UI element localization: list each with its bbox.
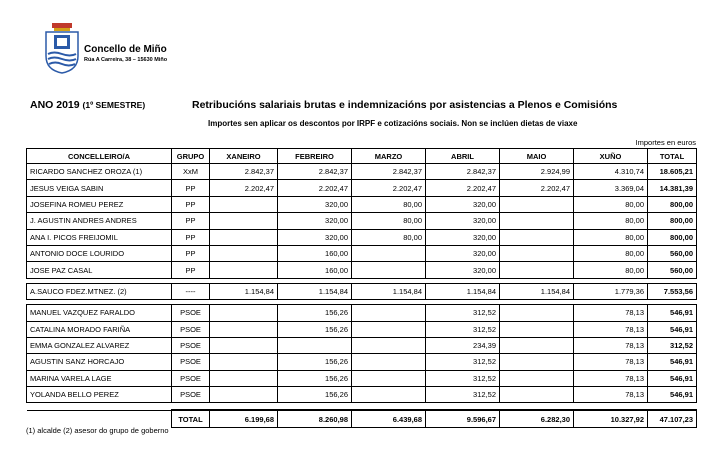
amount-cell [500,213,574,229]
amount-cell [278,337,352,353]
group-cell: PSOE [172,305,210,321]
row-total-cell: 560,00 [648,262,697,278]
spacer-cell [574,403,648,411]
footnote: (1) alcalde (2) asesor do grupo de goberno [26,426,169,435]
column-total-cell: 9.596,67 [426,410,500,427]
row-total-cell: 7.553,56 [648,283,697,299]
amount-cell [352,354,426,370]
member-name-cell: MANUEL VAZQUEZ FARALDO [27,305,172,321]
group-cell: PP [172,196,210,212]
amount-cell [500,229,574,245]
amount-cell [352,262,426,278]
year-heading [30,99,145,111]
table-row [27,387,697,403]
col-header: TOTAL [648,149,697,164]
amount-cell [500,387,574,403]
group-cell: PP [172,213,210,229]
row-total-cell: 18.605,21 [648,164,697,180]
member-name-cell: CATALINA MORADO FARIÑA [27,321,172,337]
amount-cell: 156,26 [278,354,352,370]
group-cell: XxM [172,164,210,180]
member-name-cell: RICARDO SANCHEZ OROZA (1) [27,164,172,180]
amount-cell: 78,13 [574,321,648,337]
column-total-cell: 10.327,92 [574,410,648,427]
row-total-cell: 14.381,39 [648,180,697,196]
org-name: Concello de Miño [84,44,167,55]
amount-cell: 156,26 [278,370,352,386]
table-row [27,229,697,245]
group-cell: PP [172,180,210,196]
amount-cell: 156,26 [278,305,352,321]
group-cell: PSOE [172,354,210,370]
amount-cell: 80,00 [574,196,648,212]
member-name-cell: JESUS VEIGA SABIN [27,180,172,196]
spacer-cell [500,403,574,411]
amount-cell: 320,00 [278,229,352,245]
column-total-cell: 47.107,23 [648,410,697,427]
amount-cell: 320,00 [426,196,500,212]
amount-cell: 320,00 [278,213,352,229]
col-header: MAIO [500,149,574,164]
amount-cell: 2.842,37 [426,164,500,180]
table-row [27,180,697,196]
amount-cell [210,305,278,321]
amount-cell [352,321,426,337]
amount-cell [210,354,278,370]
row-total-cell: 800,00 [648,229,697,245]
amount-cell: 3.369,04 [574,180,648,196]
col-header: ABRIL [426,149,500,164]
amount-cell [210,213,278,229]
row-total-cell: 312,52 [648,337,697,353]
amount-cell [352,245,426,261]
row-total-cell: 800,00 [648,213,697,229]
spacer-cell [172,403,210,411]
salary-table [26,148,697,428]
coat-of-arms-logo [44,22,80,74]
amount-cell [210,196,278,212]
table-row [27,354,697,370]
amount-cell: 78,13 [574,354,648,370]
member-name-cell: YOLANDA BELLO PEREZ [27,387,172,403]
amount-cell: 2.842,37 [278,164,352,180]
document-title: Retribucións salariais brutas e indemnizacións por asistencias a Plenos e Comisións [192,99,618,111]
amount-cell: 1.154,84 [352,283,426,299]
amount-cell: 320,00 [278,196,352,212]
amount-cell: 312,52 [426,387,500,403]
amount-cell [500,370,574,386]
group-cell: PSOE [172,387,210,403]
amount-cell: 2.202,47 [278,180,352,196]
amount-cell: 1.779,36 [574,283,648,299]
group-cell: PSOE [172,370,210,386]
table-row [27,283,697,299]
table-row [27,213,697,229]
amount-cell [210,370,278,386]
member-name-cell: MARINA VARELA LAGE [27,370,172,386]
amount-cell: 320,00 [426,229,500,245]
amount-cell: 80,00 [574,262,648,278]
amount-cell: 320,00 [426,213,500,229]
amount-cell [210,245,278,261]
column-total-cell: 8.260,98 [278,410,352,427]
table-row [27,164,697,180]
amount-cell [352,305,426,321]
amount-cell: 78,13 [574,370,648,386]
group-cell: PSOE [172,321,210,337]
spacer-cell [27,403,172,411]
amount-cell: 78,13 [574,387,648,403]
col-header: MARZO [352,149,426,164]
spacer-cell [648,403,697,411]
group-cell: PP [172,262,210,278]
member-name-cell: EMMA GONZALEZ ALVAREZ [27,337,172,353]
col-header: XANEIRO [210,149,278,164]
amount-cell: 1.154,84 [500,283,574,299]
amount-cell: 80,00 [574,245,648,261]
member-name-cell: ANA I. PICOS FREIJOMIL [27,229,172,245]
amount-cell: 1.154,84 [278,283,352,299]
amount-cell: 2.202,47 [352,180,426,196]
amount-cell: 80,00 [352,196,426,212]
row-total-cell: 546,91 [648,354,697,370]
amount-cell: 1.154,84 [426,283,500,299]
row-total-cell: 546,91 [648,387,697,403]
table-row [27,262,697,278]
amount-cell [210,262,278,278]
spacer-cell [278,403,352,411]
member-name-cell: A.SAUCO FDEZ.MTNEZ. (2) [27,283,172,299]
amount-cell [500,321,574,337]
amount-cell: 2.842,37 [210,164,278,180]
amount-cell: 312,52 [426,321,500,337]
amount-cell: 234,39 [426,337,500,353]
amount-cell: 2.202,47 [426,180,500,196]
column-total-cell: 6.199,68 [210,410,278,427]
amount-cell [500,305,574,321]
row-total-cell: 546,91 [648,305,697,321]
member-name-cell: ANTONIO DOCE LOURIDO [27,245,172,261]
amount-cell [500,354,574,370]
amount-cell: 160,00 [278,245,352,261]
amount-cell [500,196,574,212]
amount-cell [352,387,426,403]
group-cell: PSOE [172,337,210,353]
column-total-cell: 6.282,30 [500,410,574,427]
member-name-cell: JOSEFINA ROMEU PEREZ [27,196,172,212]
amount-cell: 78,13 [574,305,648,321]
row-total-cell: 560,00 [648,245,697,261]
amount-cell: 312,52 [426,305,500,321]
year-label: ANO 2019 [30,99,80,111]
amount-cell: 78,13 [574,337,648,353]
units-note: Importes en euros [635,138,696,147]
amount-cell [210,337,278,353]
group-cell: PP [172,229,210,245]
group-cell: ---- [172,283,210,299]
row-total-cell: 546,91 [648,321,697,337]
spacer-cell [352,403,426,411]
amount-cell [500,337,574,353]
amount-cell [210,321,278,337]
table-row [27,321,697,337]
col-header: GRUPO [172,149,210,164]
col-header: CONCELLEIRO/A [27,149,172,164]
amount-cell: 80,00 [574,229,648,245]
column-total-cell: 6.439,68 [352,410,426,427]
amount-cell: 156,26 [278,321,352,337]
member-name-cell: AGUSTIN SANZ HORCAJO [27,354,172,370]
amount-cell: 80,00 [352,229,426,245]
table-header-row [27,149,697,164]
member-name-cell: J. AGUSTIN ANDRES ANDRES [27,213,172,229]
amount-cell: 2.202,47 [500,180,574,196]
amount-cell [352,370,426,386]
amount-cell: 1.154,84 [210,283,278,299]
table-row [27,245,697,261]
amount-cell: 160,00 [278,262,352,278]
amount-cell: 312,52 [426,354,500,370]
amount-cell: 2.202,47 [210,180,278,196]
amount-cell [210,387,278,403]
amount-cell: 80,00 [574,213,648,229]
totals-blank-cell [27,410,172,427]
amount-cell: 80,00 [352,213,426,229]
col-header: FEBREIRO [278,149,352,164]
amount-cell: 4.310,74 [574,164,648,180]
amount-cell [500,262,574,278]
amount-cell: 2.924,99 [500,164,574,180]
group-cell: PP [172,245,210,261]
table-row [27,337,697,353]
row-spacer [27,403,697,411]
semester-label: (1º SEMESTRE) [82,100,146,110]
amount-cell: 320,00 [426,245,500,261]
member-name-cell: JOSE PAZ CASAL [27,262,172,278]
amount-cell: 312,52 [426,370,500,386]
table-row [27,305,697,321]
amount-cell: 2.842,37 [352,164,426,180]
amount-cell [210,229,278,245]
amount-cell [352,337,426,353]
table-row [27,370,697,386]
document-subtitle: Importes sen aplicar os descontos por IRPF e cotizacións sociais. Non se inclúen dietas de viaxe [208,119,578,128]
amount-cell: 156,26 [278,387,352,403]
totals-row [27,410,697,427]
amount-cell: 320,00 [426,262,500,278]
totals-label: TOTAL [172,410,210,427]
col-header: XUÑO [574,149,648,164]
amount-cell [500,245,574,261]
spacer-cell [210,403,278,411]
org-address: Rúa A Carreira, 38 – 15630 Miño [84,57,168,63]
row-total-cell: 546,91 [648,370,697,386]
spacer-cell [426,403,500,411]
table-row [27,196,697,212]
row-total-cell: 800,00 [648,196,697,212]
